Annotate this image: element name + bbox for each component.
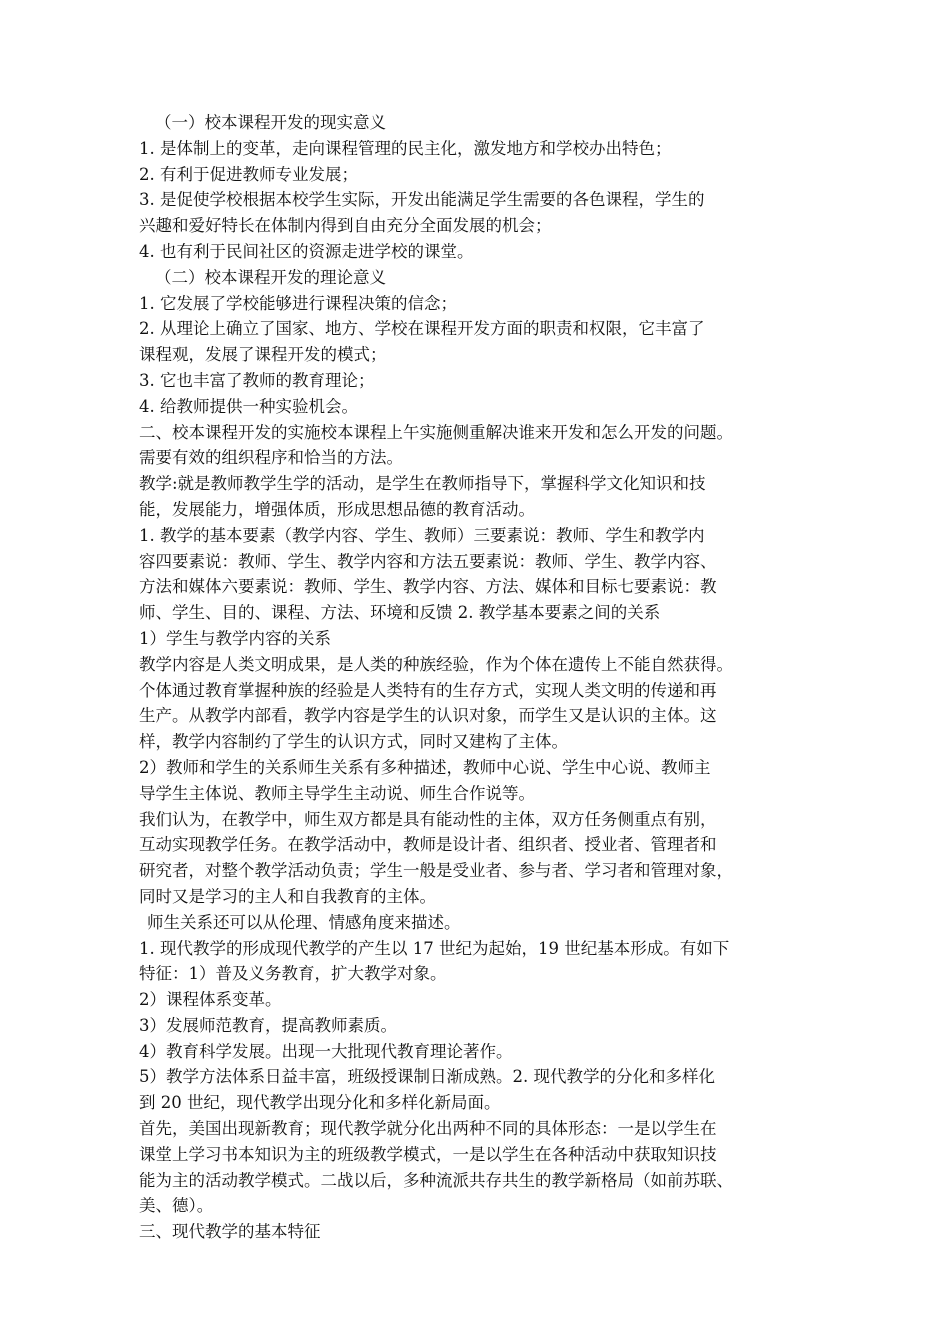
text-line: 2. 有利于促进教师专业发展；	[139, 164, 358, 184]
text-line: 4）教育科学发展。出现一大批现代教育理论著作。	[139, 1041, 513, 1061]
text-line: 研究者，对整个教学活动负责；学生一般是受业者、参与者、学习者和管理对象，	[139, 861, 733, 881]
text-line: 2）课程体系变革。	[139, 990, 282, 1010]
text-line: 5）教学方法体系日益丰富，班级授课制日渐成熟。2. 现代教学的分化和多样化	[139, 1067, 715, 1087]
text-line: 2. 从理论上确立了国家、地方、学校在课程开发方面的职责和权限，它丰富了	[139, 319, 705, 339]
text-line: 容四要素说：教师、学生、教学内容和方法五要素说：教师、学生、教学内容、	[139, 551, 717, 571]
text-line: （二）校本课程开发的理论意义	[155, 267, 386, 287]
text-line: 3. 是促使学校根据本校学生实际，开发出能满足学生需要的各色课程，学生的	[139, 190, 705, 210]
text-line: 能为主的活动教学模式。二战以后，多种流派共存共生的教学新格局（如前苏联、	[139, 1170, 733, 1190]
text-line: 互动实现教学任务。在教学活动中，教师是设计者、组织者、授业者、管理者和	[139, 835, 717, 855]
text-line: 4. 给教师提供一种实验机会。	[139, 396, 358, 416]
text-line: 美、德）。	[139, 1196, 214, 1216]
text-line: 教学:就是教师教学生学的活动，是学生在教师指导下，掌握科学文化知识和技	[139, 474, 706, 494]
text-line: 1. 它发展了学校能够进行课程决策的信念；	[139, 293, 457, 313]
text-line: 需要有效的组织程序和恰当的方法。	[139, 448, 403, 468]
text-line: 三、现代教学的基本特征	[139, 1222, 321, 1242]
text-line: 特征：1）普及义务教育，扩大教学对象。	[139, 964, 447, 984]
text-line: 1）学生与教学内容的关系	[139, 628, 331, 648]
text-line: 能，发展能力，增强体质，形成思想品德的教育活动。	[139, 499, 535, 519]
text-line: 兴趣和爱好特长在体制内得到自由充分全面发展的机会；	[139, 216, 552, 236]
text-line: 二、校本课程开发的实施校本课程上午实施侧重解决谁来开发和怎么开发的问题。	[139, 422, 733, 442]
text-line: 1. 现代教学的形成现代教学的产生以 17 世纪为起始，19 世纪基本形成。有如下	[139, 938, 730, 958]
text-line: 3）发展师范教育，提高教师素质。	[139, 1015, 397, 1035]
text-line: 2）教师和学生的关系师生关系有多种描述，教师中心说、学生中心说、教师主	[139, 757, 711, 777]
text-line: 1. 教学的基本要素（教学内容、学生、教师）三要素说：教师、学生和教学内	[139, 525, 705, 545]
text-line: 个体通过教育掌握种族的经验是人类特有的生存方式，实现人类文明的传递和再	[139, 680, 717, 700]
text-line: 4. 也有利于民间社区的资源走进学校的课堂。	[139, 241, 474, 261]
text-line: 同时又是学习的主人和自我教育的主体。	[139, 886, 436, 906]
text-line: （一）校本课程开发的现实意义	[155, 113, 386, 132]
text-line: 我们认为，在教学中，师生双方都是具有能动性的主体，双方任务侧重点有别，	[139, 809, 717, 829]
text-line: 样，教学内容制约了学生的认识方式，同时又建构了主体。	[139, 732, 568, 752]
text-line: 师生关系还可以从伦理、情感角度来描述。	[147, 912, 461, 932]
text-line: 课堂上学习书本知识为主的班级教学模式，一是以学生在各种活动中获取知识技	[139, 1144, 717, 1164]
text-line: 首先，美国出现新教育；现代教学就分化出两种不同的具体形态：一是以学生在	[139, 1119, 717, 1139]
text-line: 1. 是体制上的变革，走向课程管理的民主化，激发地方和学校办出特色；	[139, 138, 672, 158]
text-line: 师、学生、目的、课程、方法、环境和反馈 2. 教学基本要素之间的关系	[139, 603, 661, 623]
text-line: 到 20 世纪，现代教学出现分化和多样化新局面。	[139, 1093, 501, 1113]
document-page	[139, 110, 829, 1245]
text-line: 生产。从教学内部看，教学内容是学生的认识对象，而学生又是认识的主体。这	[139, 706, 717, 726]
text-line: 教学内容是人类文明成果，是人类的种族经验，作为个体在遗传上不能自然获得。	[139, 654, 733, 674]
text-line: 导学生主体说、教师主导学生主动说、师生合作说等。	[139, 783, 535, 803]
text-line: 3. 它也丰富了教师的教育理论；	[139, 370, 375, 390]
text-line: 课程观，发展了课程开发的模式；	[139, 345, 387, 365]
text-line: 方法和媒体六要素说：教师、学生、教学内容、方法、媒体和目标七要素说：教	[139, 577, 717, 597]
